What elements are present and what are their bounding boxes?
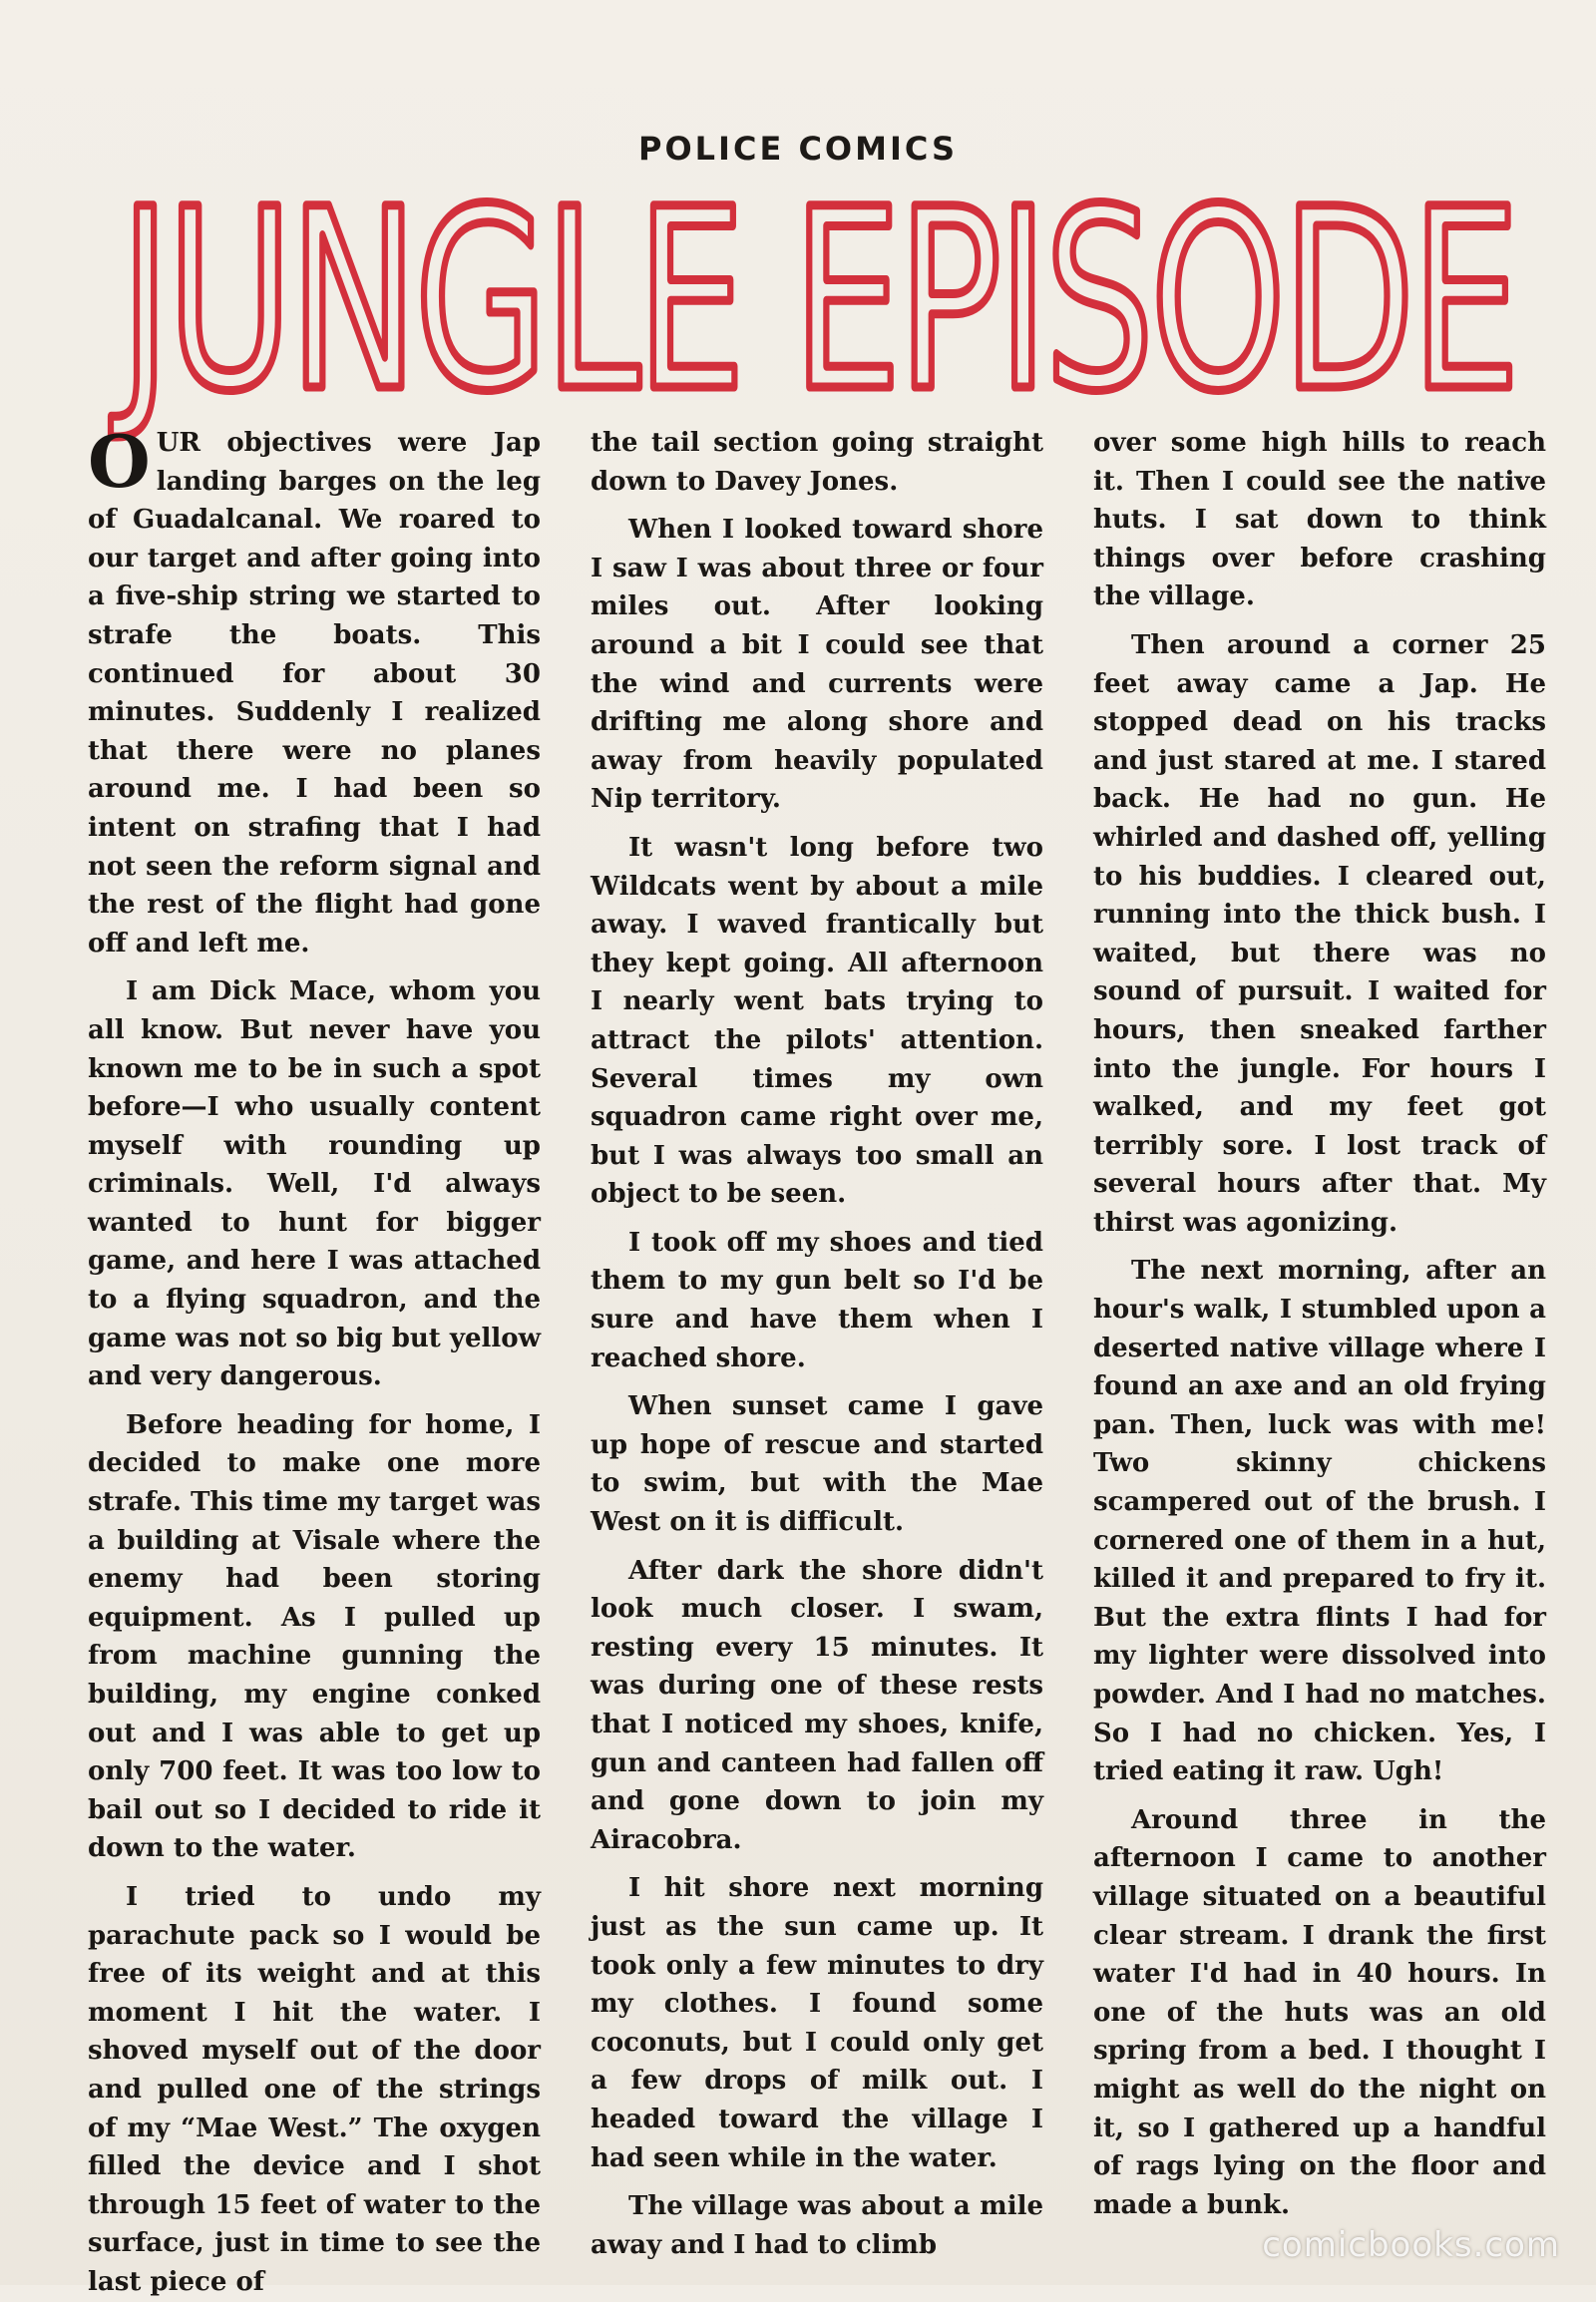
story-paragraph: the tail section going straight down to Davey Jones. — [591, 428, 1043, 497]
story-title-lettering — [110, 156, 1526, 446]
story-paragraph: When sunset came I gave up hope of rescue and started to swim, but with the Mae West on it is difficult. — [591, 1391, 1043, 1538]
story-paragraph: I tried to undo my parachute pack so I would be free of its weight and at this moment I hit the water. I shoved myself out of the door and pulled one of the strings of my “Mae West.” The oxygen filled the device and I shot through 15 feet of water to the surface, just in time to see the last piece of — [88, 1881, 541, 2297]
story-column-2 — [591, 424, 1043, 2260]
story-column-3 — [1093, 424, 1546, 2220]
story-paragraph: When I looked toward shore I saw I was about three or four miles out. After looking around a bit I could see that the wind and currents were drifting me along shore and away from heavily populated Nip territory. — [591, 515, 1043, 815]
story-paragraph: I took off my shoes and tied them to my gun belt so I'd be sure and have them when I reached shore. — [591, 1227, 1043, 1373]
story-title — [110, 156, 1526, 446]
story-paragraph: I am Dick Mace, whom you all know. But never have you known me to be in such a spot before—I who usually content myself with rounding up criminals. Well, I'd always wanted to hunt for bigger game, and here I was attached to a flying squadron, and the game was not so big but yellow and very dangerous. — [88, 976, 541, 1392]
story-paragraph: Around three in the afternoon I came to another village situated on a beautiful clear stream. I drank the first water I'd had in 40 hours. In one of the huts was an old spring from a bed. I thought I might as well do the night on it, so I gathered up a handful of rags lying on the floor and made a bunk. — [1093, 1804, 1546, 2220]
magazine-header: POLICE COMICS — [638, 130, 958, 168]
story-paragraph: I hit shore next morning just as the sun came up. It took only a few minutes to dry my clothes. I found some coconuts, but I could only get a few drops of milk out. I headed toward the village I had seen while in the water. — [591, 1873, 1043, 2173]
story-title-text: JUNGLE EPISODE — [110, 156, 1516, 446]
drop-cap: O — [88, 419, 151, 504]
site-watermark: comicbooks.com — [1262, 2225, 1560, 2265]
story-paragraph: Then around a corner 25 feet away came a Jap. He stopped dead on his tracks and just stared at me. I stared back. He had no gun. He whirled and dashed off, yelling to his buddies. I cleared out, running into the thick bush. I waited, but there was no sound of pursuit. I waited for hours, then sneaked farther into the jungle. For hours I walked, and my feet got terribly sore. I lost track of several hours after that. My thirst was agonizing. — [1093, 629, 1546, 1238]
story-paragraph: The village was about a mile away and I had to climb — [591, 2191, 1043, 2260]
story-paragraph: It wasn't long before two Wildcats went by about a mile away. I waved frantically but they kept going. All afternoon I nearly went bats trying to attract the pilots' attention. Several times my own squadron came right over me, but I was always too small an object to be seen. — [591, 832, 1043, 1210]
story-paragraph: OUR objectives were Jap landing barges on the leg of Guadalcanal. We roared to our target and after going into a five-ship string we started to strafe the boats. This continued for about 30 minutes. Suddenly I realized that there were no planes around me. I had been so intent on strafing that I had not seen the reform signal and the rest of the flight had gone off and left me. — [88, 419, 541, 959]
story-paragraph: over some high hills to reach it. Then I could see the native huts. I sat down to think things over before crashing the village. — [1093, 428, 1546, 612]
story-paragraph: The next morning, after an hour's walk, I stumbled upon a deserted native village where I found an axe and an old frying pan. Then, luck was with me! Two skinny chickens scampered out of the brush. I cornered one of them in a hut, killed it and prepared to fry it. But the extra flints I had for my lighter were dissolved into powder. And I had no matches. So I had no chicken. Yes, I tried eating it raw. Ugh! — [1093, 1256, 1546, 1787]
story-paragraph: After dark the shore didn't look much closer. I swam, resting every 15 minutes. It was during one of these rests that I noticed my shoes, knife, gun and canteen had fallen off and gone down to join my Airacobra. — [591, 1555, 1043, 1855]
story-column-1 — [88, 419, 541, 2297]
story-paragraph: Before heading for home, I decided to make one more strafe. This time my target was a building at Visale where the enemy had been storing equipment. As I pulled up from machine gunning the building, my engine conked out and I was able to get up only 700 feet. It was too low to bail out so I decided to ride it down to the water. — [88, 1409, 541, 1864]
